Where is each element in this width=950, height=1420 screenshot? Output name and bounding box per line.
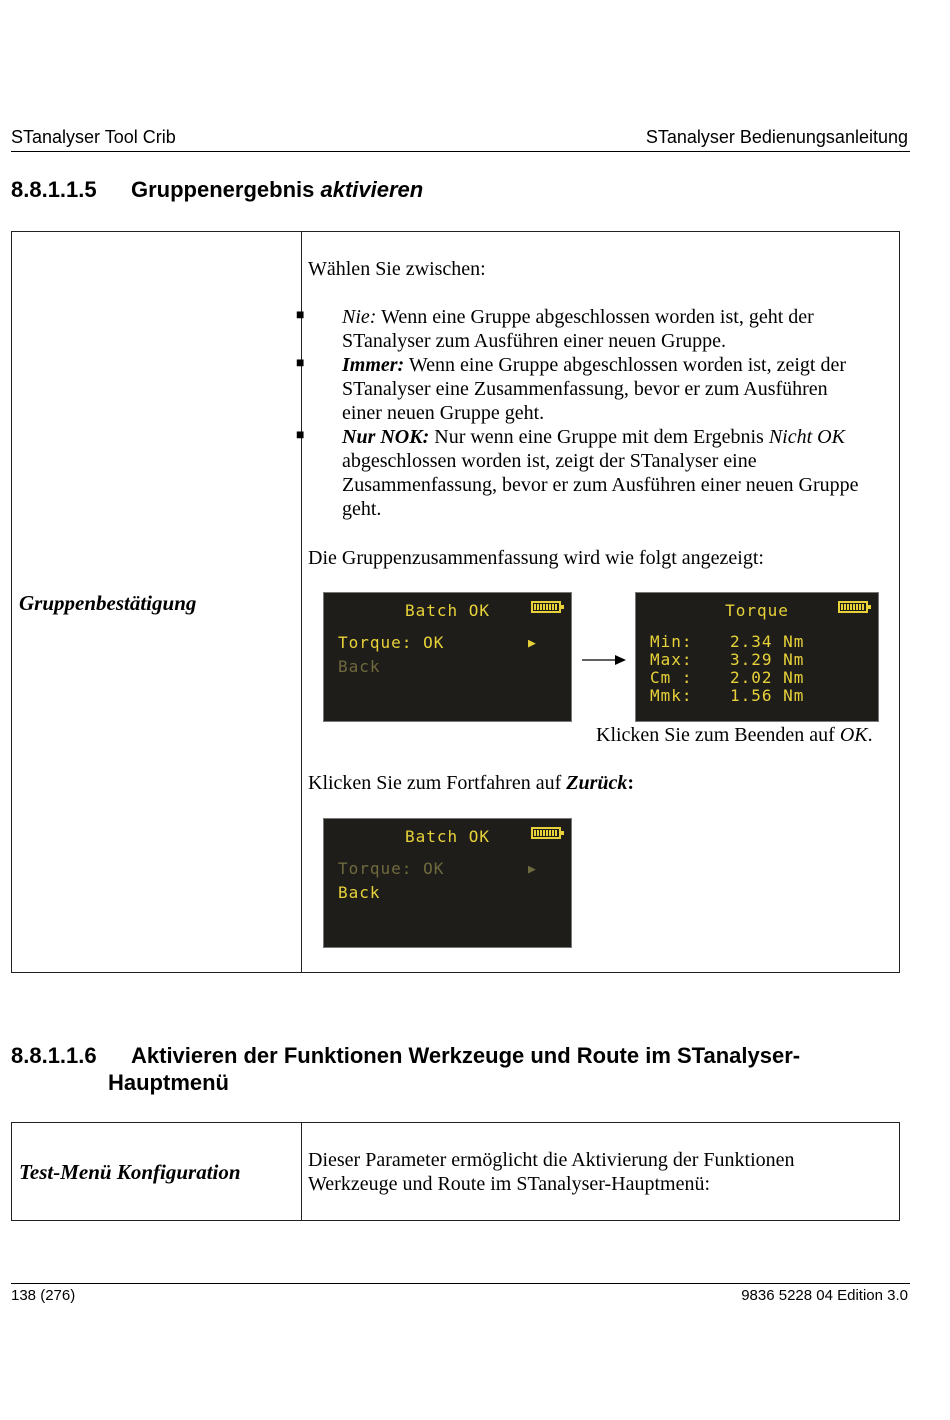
continue-text-pre: Klicken Sie zum Fortfahren auf [308,772,567,794]
table2-line1: Dieser Parameter ermöglicht die Aktivierung der Funktionen [308,1149,795,1171]
summary-text: Die Gruppenzusammenfassung wird wie folgt angezeigt: [308,547,764,569]
option-nie-line1: Wenn eine Gruppe abgeschlossen worden ist, geht der [381,306,814,328]
torque-row [650,632,805,651]
torque-row-value: 2.34 Nm [730,632,805,651]
torque-row [650,668,805,687]
torque-row-label: Mmk: [650,686,693,705]
table1-divider [301,232,302,972]
option-nurnok-term: Nur NOK: [342,426,430,448]
table2-label: Test-Menü Konfiguration [19,1160,241,1184]
screen-batch-row-back: Back [338,657,381,676]
option-nie-term: Nie: [342,306,377,328]
table2-divider [301,1123,302,1220]
option-nurnok-line3: Zusammenfassung, bevor er zum Ausführen einer neuen Gruppe [342,474,859,496]
table2-line2: Werkzeuge und Route im STanalyser-Hauptmenü: [308,1173,711,1195]
battery-icon [531,827,561,839]
device-screen-torque [635,592,879,722]
continue-instruction [308,771,634,795]
option-immer [342,353,846,425]
section1-number: 8.8.1.1.5 [11,177,97,202]
screen-back-title: Batch OK [404,827,491,846]
torque-row [650,650,805,669]
section1-title-italic: aktivieren [320,177,424,202]
option-immer-term: Immer: [342,354,405,376]
torque-row-label: Max: [650,650,693,669]
continue-text-bold: Zurück [566,772,628,794]
exit-text-italic: OK [839,724,868,746]
section2-number: 8.8.1.1.6 [11,1043,97,1068]
option-immer-line2: STanalyser eine Zusammenfassung, bevor er zum Ausführen [342,378,828,400]
screen-batch-title: Batch OK [404,601,491,620]
header-right-text: STanalyser Bedienungsanleitung [645,127,908,147]
option-nurnok-line1-italic: Nicht OK [768,426,845,448]
exit-text-pre: Klicken Sie zum Beenden auf [596,724,840,746]
torque-row-value: 2.02 Nm [730,668,805,687]
torque-row-label: Cm : [650,668,693,687]
section2-title-line1: Aktivieren der Funktionen Werkzeuge und Route im STanalyser- [131,1043,801,1068]
header-rule [11,151,910,152]
exit-text-post: . [867,724,873,746]
arrow-right-icon: ▶ [528,636,536,651]
intro-text: Wählen Sie zwischen: [308,258,486,280]
exit-instruction [596,723,873,747]
torque-row-value: 1.56 Nm [730,686,805,705]
screen-torque-title: Torque [725,601,789,620]
option-immer-line3: einer neuen Gruppe geht. [342,402,545,424]
torque-row-value: 3.29 Nm [730,650,805,669]
device-screen-batch [323,592,572,722]
option-nie-line2: STanalyser zum Ausführen einer neuen Gruppe. [342,330,727,352]
option-nurnok-line4: geht. [342,498,382,520]
footer-document-id: 9836 5228 04 Edition 3.0 [741,1287,908,1304]
torque-row-label: Min: [650,632,693,651]
option-nur-nok [342,425,859,521]
screen-batch-row-torque: Torque: OK [338,633,445,652]
bullet-icon: ■ [296,356,305,371]
table2-description [308,1148,795,1196]
section1-title [131,177,423,203]
section2-title-line2: Hauptmenü [108,1070,229,1095]
table1-label: Gruppenbestätigung [19,591,197,615]
header-left-text: STanalyser Tool Crib [11,127,176,147]
option-nurnok-line2: abgeschlossen worden ist, zeigt der STanalyser eine [342,450,757,472]
battery-icon [838,601,868,613]
arrow-right-icon [581,652,627,668]
arrow-right-icon: ▶ [528,862,536,877]
section1-title-plain: Gruppenergebnis [131,177,321,202]
screen-back-row-back: Back [338,883,381,902]
footer-rule [11,1283,910,1284]
torque-row [650,686,805,705]
option-immer-line1: Wenn eine Gruppe abgeschlossen worden ist, zeigt der [408,354,846,376]
device-screen-back [323,818,572,948]
battery-icon [531,601,561,613]
bullet-icon: ■ [296,308,305,323]
option-nie [342,305,814,353]
bullet-icon: ■ [296,428,305,443]
continue-text-post: : [627,772,635,794]
screen-back-row-torque: Torque: OK [338,859,445,878]
option-nurnok-line1-pre: Nur wenn eine Gruppe mit dem Ergebnis [434,426,769,448]
footer-page-number: 138 (276) [11,1287,76,1304]
